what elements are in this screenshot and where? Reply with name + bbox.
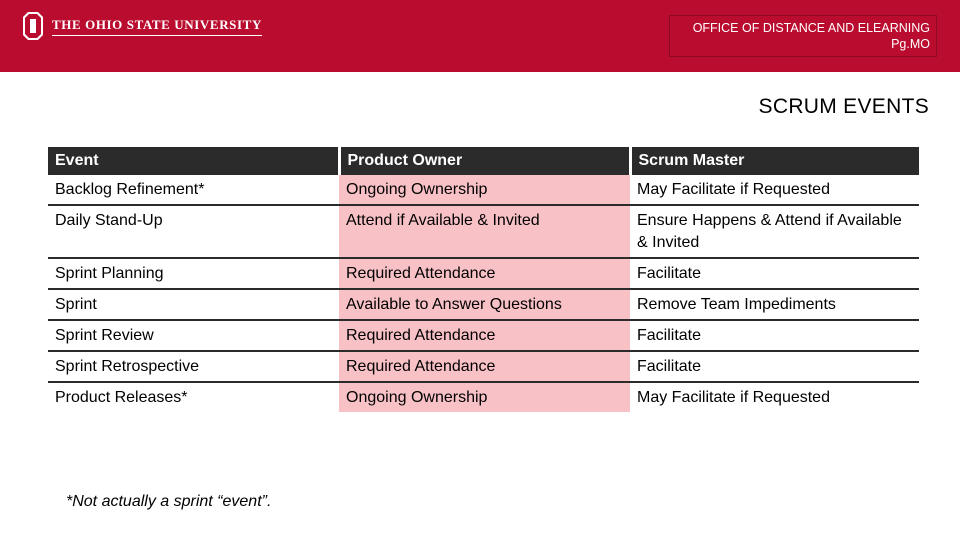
product-owner-cell: Required Attendance	[339, 320, 630, 351]
event-cell: Daily Stand-Up	[48, 205, 339, 258]
table-header-row	[48, 147, 919, 175]
product-owner-cell: Available to Answer Questions	[339, 289, 630, 320]
header-scrum-master: Scrum Master	[630, 147, 919, 175]
table-row	[48, 205, 919, 258]
event-cell: Sprint Retrospective	[48, 351, 339, 382]
scrum-master-cell: Facilitate	[630, 320, 919, 351]
scrum-master-cell: May Facilitate if Requested	[637, 389, 830, 406]
scrum-master-cell: May Facilitate if Requested	[630, 175, 919, 205]
office-name: OFFICE OF DISTANCE AND ELEARNING	[692, 21, 930, 35]
scrum-master-cell: Ensure Happens & Attend if Available & Invited	[630, 205, 919, 258]
event-cell: Backlog Refinement*	[48, 175, 339, 205]
event-cell: Sprint	[48, 289, 339, 320]
product-owner-cell: Ongoing Ownership	[339, 175, 630, 205]
scrum-master-cell: Facilitate	[630, 351, 919, 382]
event-cell: Product Releases*	[55, 389, 188, 406]
university-name: THE OHIO STATE UNIVERSITY	[52, 17, 262, 36]
scrum-master-cell: Facilitate	[630, 258, 919, 289]
table-row	[48, 175, 919, 205]
product-owner-cell: Ongoing Ownership	[339, 382, 630, 412]
product-owner-cell: Attend if Available & Invited	[339, 205, 630, 258]
product-owner-cell: Required Attendance	[339, 351, 630, 382]
university-logo[interactable]	[22, 11, 262, 41]
table-row	[48, 258, 919, 289]
event-cell: Sprint Planning	[48, 258, 339, 289]
slide-title: SCRUM EVENTS	[758, 95, 929, 118]
office-label	[669, 15, 937, 57]
scrum-master-cell: Remove Team Impediments	[630, 289, 919, 320]
table-row	[48, 351, 919, 382]
office-code: Pg.MO	[891, 37, 930, 51]
scrum-events-table	[48, 147, 919, 412]
block-o-logo-icon	[22, 11, 44, 41]
table-row	[48, 289, 919, 320]
event-cell: Sprint Review	[48, 320, 339, 351]
table-row	[48, 382, 919, 412]
header-bar	[0, 0, 960, 72]
product-owner-cell: Required Attendance	[339, 258, 630, 289]
table-row	[48, 320, 919, 351]
footnote: *Not actually a sprint “event”.	[66, 493, 272, 510]
header-product-owner: Product Owner	[339, 147, 630, 175]
header-event: Event	[48, 147, 339, 175]
